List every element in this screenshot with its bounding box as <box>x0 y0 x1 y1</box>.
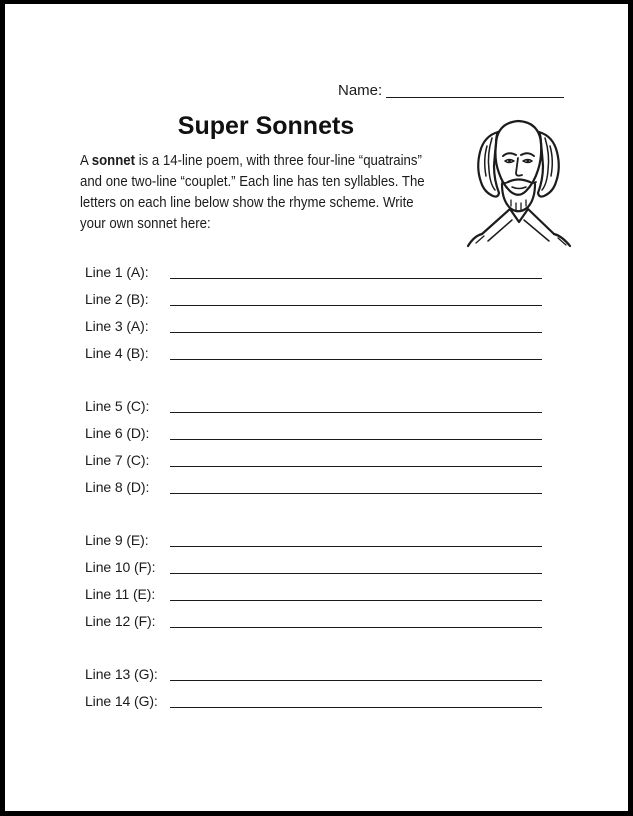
intro-line <box>80 171 425 192</box>
line-label: Line 13 (G): <box>85 666 158 682</box>
line-label: Line 8 (D): <box>85 479 150 495</box>
intro-line <box>80 192 425 213</box>
page-title: Super Sonnets <box>177 112 355 140</box>
name-label: Name: <box>338 82 383 99</box>
sonnet-line-row <box>85 579 542 606</box>
intro-line <box>80 213 425 234</box>
answer-blank[interactable] <box>170 707 542 708</box>
line-label: Line 14 (G): <box>85 693 158 709</box>
line-label: Line 5 (C): <box>85 398 150 414</box>
intro-text: is a 14-line poem, with three four-line “quatrains” <box>135 152 422 169</box>
sonnet-line-row <box>85 338 542 365</box>
intro-paragraph <box>80 150 425 234</box>
line-label: Line 7 (C): <box>85 452 150 468</box>
intro-line <box>80 150 425 171</box>
answer-blank[interactable] <box>170 600 542 601</box>
intro-text: your own sonnet here: <box>80 215 211 232</box>
intro-text: and one two-line “couplet.” Each line has ten syllables. The <box>80 173 425 190</box>
answer-blank[interactable] <box>170 493 542 494</box>
answer-blank[interactable] <box>170 412 542 413</box>
intro-text: A <box>80 152 92 169</box>
line-label: Line 3 (A): <box>85 318 149 334</box>
sonnet-line-row <box>85 418 542 445</box>
answer-blank[interactable] <box>170 627 542 628</box>
sonnet-lines <box>85 257 542 713</box>
line-label: Line 4 (B): <box>85 345 149 361</box>
sonnet-line-row <box>85 552 542 579</box>
answer-blank[interactable] <box>170 466 542 467</box>
sonnet-line-row <box>85 659 542 686</box>
sonnet-line-row <box>85 472 542 499</box>
line-label: Line 12 (F): <box>85 613 156 629</box>
sonnet-line-row <box>85 311 542 338</box>
sonnet-line-row <box>85 257 542 284</box>
answer-blank[interactable] <box>170 680 542 681</box>
line-label: Line 6 (D): <box>85 425 150 441</box>
sonnet-line-row <box>85 686 542 713</box>
sonnet-line-row <box>85 391 542 418</box>
shakespeare-portrait-illustration <box>454 108 584 248</box>
answer-blank[interactable] <box>170 359 542 360</box>
answer-blank[interactable] <box>170 546 542 547</box>
answer-blank[interactable] <box>170 278 542 279</box>
intro-text: letters on each line below show the rhyme scheme. Write <box>80 194 414 211</box>
line-label: Line 11 (E): <box>85 586 156 602</box>
line-label: Line 9 (E): <box>85 532 149 548</box>
answer-blank[interactable] <box>170 573 542 574</box>
sonnet-line-row <box>85 525 542 552</box>
name-blank[interactable] <box>386 97 564 98</box>
line-label: Line 10 (F): <box>85 559 156 575</box>
answer-blank[interactable] <box>170 439 542 440</box>
sonnet-line-row <box>85 606 542 633</box>
name-row <box>338 82 564 99</box>
answer-blank[interactable] <box>170 332 542 333</box>
answer-blank[interactable] <box>170 305 542 306</box>
intro-bold-word: sonnet <box>91 152 136 169</box>
sonnet-line-row <box>85 445 542 472</box>
line-label: Line 2 (B): <box>85 291 149 307</box>
line-label: Line 1 (A): <box>85 264 149 280</box>
sonnet-line-row <box>85 284 542 311</box>
